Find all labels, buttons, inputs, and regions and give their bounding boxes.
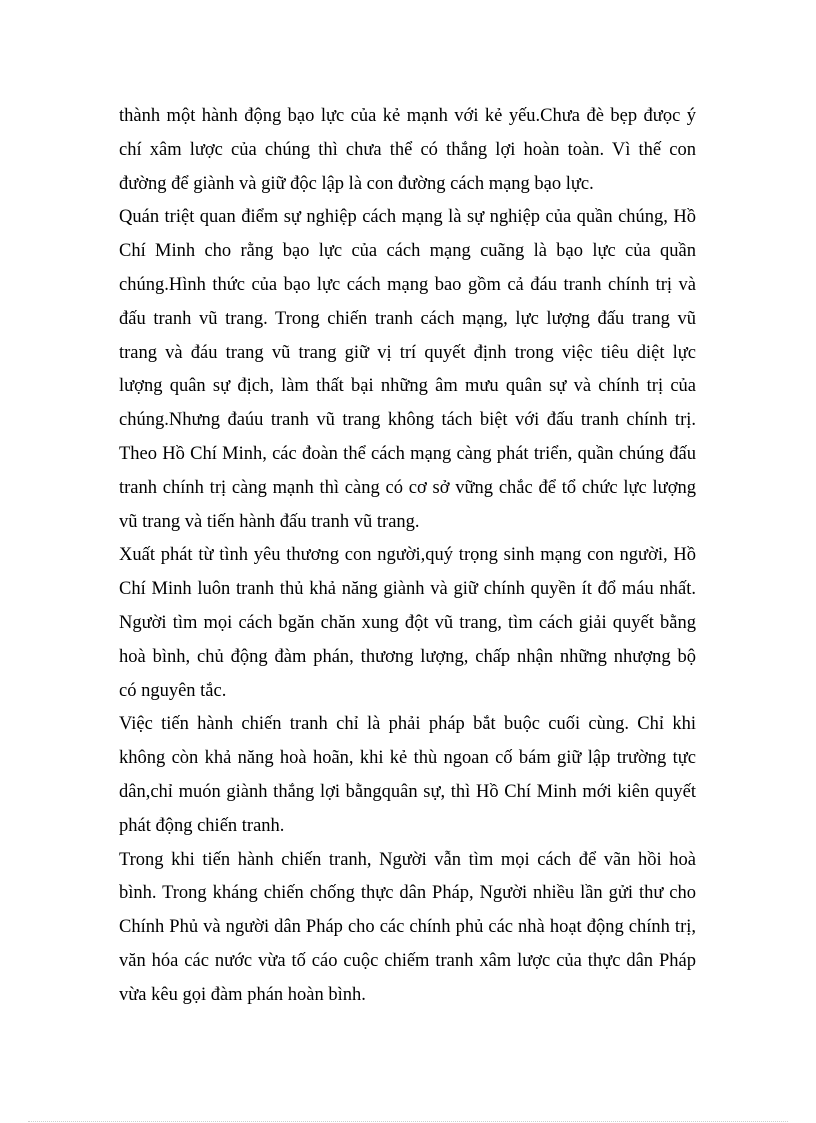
paragraph-5: [119, 844, 696, 1013]
text-line: vừa kêu gọi đàm phán hoàn bình.: [119, 984, 366, 1005]
text-line: phát động chiến tranh.: [119, 815, 285, 836]
text-line: Quán triệt quan điểm sự nghiệp cách mạng là sự nghiệp của quần chúng, Hồ: [119, 207, 696, 228]
text-line: có nguyên tắc.: [119, 680, 227, 701]
document-body: [119, 100, 696, 1013]
text-line: Chí Minh luôn tranh thủ khả năng giành và giữ chính quyền ít đổ máu nhất.: [119, 579, 696, 600]
text-line: Chí Minh cho rằng bạo lực của cách mạng cuãng là bạo lực của quần: [119, 241, 696, 262]
text-line: không còn khả năng hoà hoãn, khi kẻ thù ngoan cố bám giữ lập trường tực: [119, 748, 696, 769]
text-line: Trong khi tiến hành chiến tranh, Người vẫn tìm mọi cách để vãn hồi hoà: [119, 849, 696, 870]
paragraph-3: [119, 539, 696, 708]
text-line: Theo Hồ Chí Minh, các đoàn thể cách mạng càng phát triển, quần chúng đấu: [119, 443, 696, 464]
text-line: thành một hành động bạo lực của kẻ mạnh với kẻ yếu.Chưa đè bẹp đưọc ý: [119, 106, 696, 126]
paragraph-2: [119, 201, 696, 539]
text-line: lượng quân sự địch, làm thất bại những âm mưu quân sự và chính trị của: [119, 376, 696, 397]
text-line: chí xâm lược của chúng thì chưa thể có thắng lợi hoàn toàn. Vì thế con: [119, 139, 696, 160]
text-line: trang và đáu trang vũ trang giữ vị trí quyết định trong việc tiêu diệt lực: [119, 342, 696, 363]
text-line: bình. Trong kháng chiến chống thực dân Pháp, Người nhiều lần gửi thư cho: [119, 883, 696, 904]
text-line: vũ trang và tiến hành đấu tranh vũ trang.: [119, 511, 420, 532]
text-line: tranh chính trị càng mạnh thì càng có cơ sở vững chắc để tổ chức lực lượng: [119, 477, 696, 498]
text-line: Việc tiến hành chiến tranh chỉ là phải pháp bắt buộc cuối cùng. Chỉ khi: [119, 714, 696, 735]
text-line: chúng.Hình thức của bạo lực cách mạng bao gồm cả đáu tranh chính trị và: [119, 274, 696, 295]
page-bottom-border: [28, 1121, 788, 1122]
text-line: đường để giành và giữ độc lập là con đường cách mạng bạo lực.: [119, 173, 594, 194]
text-line: đấu tranh vũ trang. Trong chiến tranh cách mạng, lực lượng đấu trang vũ: [119, 308, 696, 329]
text-line: hoà bình, chủ động đàm phán, thương lượng, chấp nhận những nhượng bộ: [119, 646, 696, 667]
text-line: văn hóa các nước vừa tố cáo cuộc chiếm tranh xâm lược của thực dân Pháp: [119, 950, 696, 971]
text-line: Xuất phát từ tình yêu thương con người,quý trọng sinh mạng con người, Hồ: [119, 545, 696, 566]
text-line: dân,chỉ muón giành thắng lợi bằngquân sự, thì Hồ Chí Minh mới kiên quyết: [119, 781, 696, 802]
text-line: chúng.Nhưng đaúu tranh vũ trang không tách biệt với đấu tranh chính trị.: [119, 410, 696, 431]
paragraph-4: [119, 708, 696, 843]
text-line: Người tìm mọi cách bgăn chăn xung đột vũ trang, tìm cách giải quyết bằng: [119, 612, 696, 633]
text-line: Chính Phủ và người dân Pháp cho các chính phủ các nhà hoạt động chính trị,: [119, 917, 696, 938]
paragraph-1: [119, 100, 696, 201]
